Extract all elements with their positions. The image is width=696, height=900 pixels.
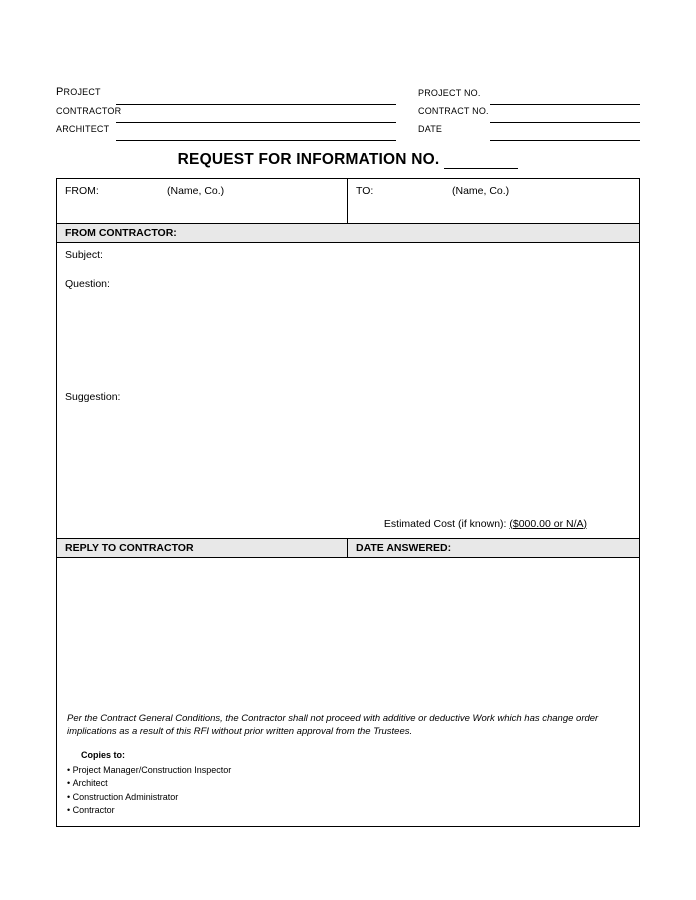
copies-list	[67, 764, 629, 818]
rfi-form	[56, 86, 640, 827]
subject-label: Subject:	[65, 248, 103, 261]
list-item: • Contractor	[67, 804, 629, 818]
header-row-contractor	[56, 104, 640, 122]
list-item: • Architect	[67, 777, 629, 791]
field-project-no[interactable]	[490, 86, 640, 104]
copies-block	[57, 745, 639, 826]
suggestion-label: Suggestion:	[65, 390, 121, 403]
label-contract-no: CONTRACT NO.	[418, 106, 489, 116]
label-date: DATE	[418, 124, 443, 134]
spacer	[396, 122, 418, 140]
estimated-cost-label: Estimated Cost (if known):	[383, 517, 507, 530]
spacer	[396, 86, 418, 104]
list-item: • Construction Administrator	[67, 791, 629, 805]
list-item: • Project Manager/Construction Inspector	[67, 764, 629, 778]
to-hint: (Name, Co.)	[452, 184, 510, 197]
reply-area[interactable]	[57, 558, 639, 708]
label-architect: ARCHITECT	[56, 124, 110, 134]
estimated-cost-value[interactable]: ($000.00 or N/A)	[509, 517, 587, 530]
field-project[interactable]	[116, 86, 396, 104]
copies-title: Copies to:	[81, 750, 125, 761]
reply-to-contractor-label: REPLY TO CONTRACTOR	[57, 539, 348, 557]
form-body	[56, 178, 640, 827]
header-fields	[56, 86, 640, 141]
field-date[interactable]	[490, 122, 640, 140]
from-hint: (Name, Co.)	[167, 184, 225, 197]
field-rfi-number[interactable]	[444, 155, 518, 169]
from-label: FROM:	[65, 184, 99, 197]
reply-band	[57, 538, 639, 558]
header-row-project	[56, 86, 640, 104]
label-project-no: PROJECT NO.	[418, 88, 481, 98]
header-row-architect	[56, 122, 640, 140]
date-answered-label: DATE ANSWERED:	[356, 541, 452, 554]
from-contractor-band: FROM CONTRACTOR:	[57, 223, 639, 243]
question-label: Question:	[65, 277, 110, 290]
spacer	[396, 104, 418, 122]
general-conditions-note: Per the Contract General Conditions, the Contractor shall not proceed with additive or deductive Work which has change order implications as a result of this RFI without prior written approval from the Trustees.	[67, 712, 599, 738]
estimated-cost	[384, 518, 587, 530]
from-to-row	[57, 179, 639, 223]
page-title	[56, 151, 640, 169]
title-text: REQUEST FOR INFORMATION NO.	[177, 150, 440, 168]
field-contract-no[interactable]	[490, 104, 640, 122]
from-cell[interactable]	[57, 179, 348, 223]
label-contractor: CONTRACTOR	[56, 106, 122, 116]
from-contractor-section	[57, 243, 639, 538]
to-label: TO:	[356, 184, 374, 197]
label-project: PROJECT	[56, 86, 101, 98]
field-contractor[interactable]	[116, 104, 396, 122]
to-cell[interactable]	[348, 179, 639, 223]
field-architect[interactable]	[116, 122, 396, 140]
